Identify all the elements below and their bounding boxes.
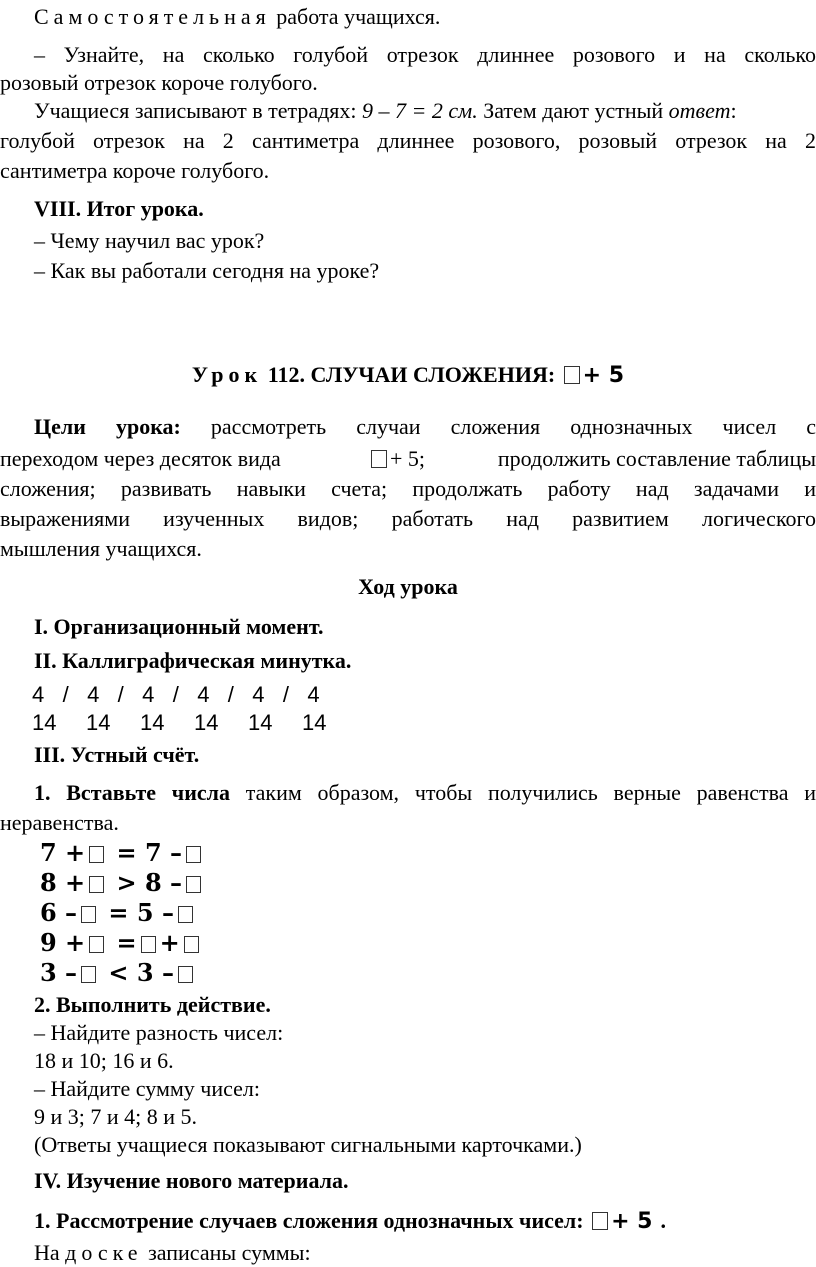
blank-square-icon [186,846,201,863]
blank-square-icon [89,936,104,953]
spaced-word: доске [65,1240,143,1265]
eq-operator: = [108,898,129,927]
summary-question-2: – Как вы работали сегодня на уроке? [34,258,380,283]
eq-left: 6 – [40,898,78,927]
board-line [0,1240,816,1266]
eq-left: 3 – [40,958,78,987]
section-iv-title: IV. Изучение нового материала. [34,1168,349,1193]
section-iii-title: III. Устный счёт. [34,742,200,767]
calli-item: / [62,682,69,707]
blank-square-icon [89,876,104,893]
question-line-1: – Узнайте, на сколько голубой отрезок длиннее розового и на сколько [34,42,816,67]
goals-text: продолжить составление таблицы [497,446,816,471]
eq-left: 9 + [40,928,86,957]
lesson-title [0,362,816,389]
eq-operator: < [108,958,129,987]
calli-item: 14 [140,710,165,735]
blank-square-icon [178,906,193,923]
blank-square-icon [81,966,96,983]
equation-4 [40,928,203,957]
calli-item: 14 [302,710,327,735]
formula-text: 9 – 7 = 2 см. [362,98,478,123]
blank-square-icon [141,936,156,953]
calli-item: 14 [248,710,273,735]
goals-text: рассмотреть случаи сложения однозначных чисел с [180,414,816,439]
eq-right: 5 – [136,898,174,927]
calli-item: 14 [86,710,111,735]
calli-item: / [282,682,289,707]
equation-5 [40,958,197,987]
blank-plus-five [368,446,425,472]
eq-right: + [159,928,180,957]
blank-square-icon [592,1212,608,1230]
subsection-1-title [0,1208,816,1235]
plus-five: + 5 [582,363,625,388]
eq-left: 8 + [40,868,86,897]
task-2-note: (Ответы учащиеся показывают сигнальными карточками.) [34,1132,582,1157]
calli-item: 14 [32,710,57,735]
task-1-line-2: неравенства. [0,810,119,835]
section-viii-title: VIII. Итог урока. [34,196,204,221]
task-2-answer-2: 9 и 3; 7 и 4; 8 и 5. [34,1104,198,1129]
calligraphy-row-2 [32,710,356,736]
eq-operator: = [116,838,137,867]
eq-right: 3 – [136,958,174,987]
blank-square-icon [186,876,201,893]
lesson-word: Урок [191,362,263,387]
calli-item: 4 [307,682,320,707]
equation-3 [40,898,197,927]
calli-item: 4 [32,682,45,707]
answer-word: ответ [668,98,731,123]
spaced-heading-word: Самостоятельная [34,4,271,29]
answer-line-3: сантиметра короче голубого. [0,158,270,183]
text: На [34,1240,66,1265]
paragraph-independent-work [0,4,816,30]
eq-left: 7 + [40,838,86,867]
calli-item: 4 [197,682,210,707]
blank-square-icon [184,936,199,953]
blank-square-icon [371,450,387,468]
plus-five: + 5 [611,1209,653,1234]
task-2-question-1: – Найдите разность чисел: [34,1020,284,1045]
calli-item: 14 [194,710,219,735]
question-line-2: розовый отрезок короче голубого. [0,70,318,95]
eq-right: 8 – [145,868,183,897]
goals-label: Цели урока: [34,414,181,439]
task-2-question-2: – Найдите сумму чисел: [34,1076,261,1101]
calli-item: 4 [252,682,265,707]
calli-item: 4 [142,682,155,707]
calli-item: 4 [87,682,100,707]
section-ii-title: II. Каллиграфическая минутка. [34,648,352,673]
goals-line-3: сложения; развивать навыки счета; продолжать работу над задачами и [0,476,816,501]
text: : [730,98,737,123]
equation-1 [40,838,205,867]
plus-five-text: + 5; [390,446,426,471]
goals-line-1 [0,414,816,440]
goals-text: переходом через десяток вида [0,446,281,471]
subsection-text: 1. Рассмотрение случаев сложения однозначных чисел: [34,1208,590,1233]
text: Учащиеся записывают в тетрадях: [34,98,363,123]
blank-square-icon [89,846,104,863]
calli-item: / [117,682,124,707]
equation-2 [40,868,205,897]
task-1-text: таким образом, чтобы получились верные равенства и [229,780,816,805]
answer-line-2: голубой отрезок на 2 сантиметра длиннее розового, розовый отрезок на 2 [0,128,816,153]
text: записаны суммы: [142,1240,311,1265]
blank-square-icon [81,906,96,923]
task-2-title: 2. Выполнить действие. [34,992,271,1017]
calligraphy-row-1 [32,682,320,708]
goals-line-4: выражениями изученных видов; работать над развитием логического [0,506,816,531]
calli-item: / [172,682,179,707]
lesson-title-text: 112. СЛУЧАИ СЛОЖЕНИЯ: [262,362,561,387]
task-2-answer-1: 18 и 10; 16 и 6. [34,1048,174,1073]
eq-operator: > [116,868,137,897]
task-1-line-1 [0,780,816,806]
calli-item: / [227,682,234,707]
eq-right: 7 – [145,838,183,867]
blank-square-icon [178,966,193,983]
task-1-label: 1. Вставьте числа [34,780,230,805]
lesson-progress-title: Ход урока [358,574,458,599]
blank-square-icon [564,366,580,384]
period: . [660,1208,666,1233]
goals-line-5: мышления учащихся. [0,536,202,561]
paragraph-text: работа учащихся. [270,4,441,29]
section-i-title: I. Организационный момент. [34,614,324,639]
summary-question-1: – Чему научил вас урок? [34,228,265,253]
student-record-line [0,98,816,124]
eq-operator: = [116,928,137,957]
text: Затем дают устный [477,98,669,123]
